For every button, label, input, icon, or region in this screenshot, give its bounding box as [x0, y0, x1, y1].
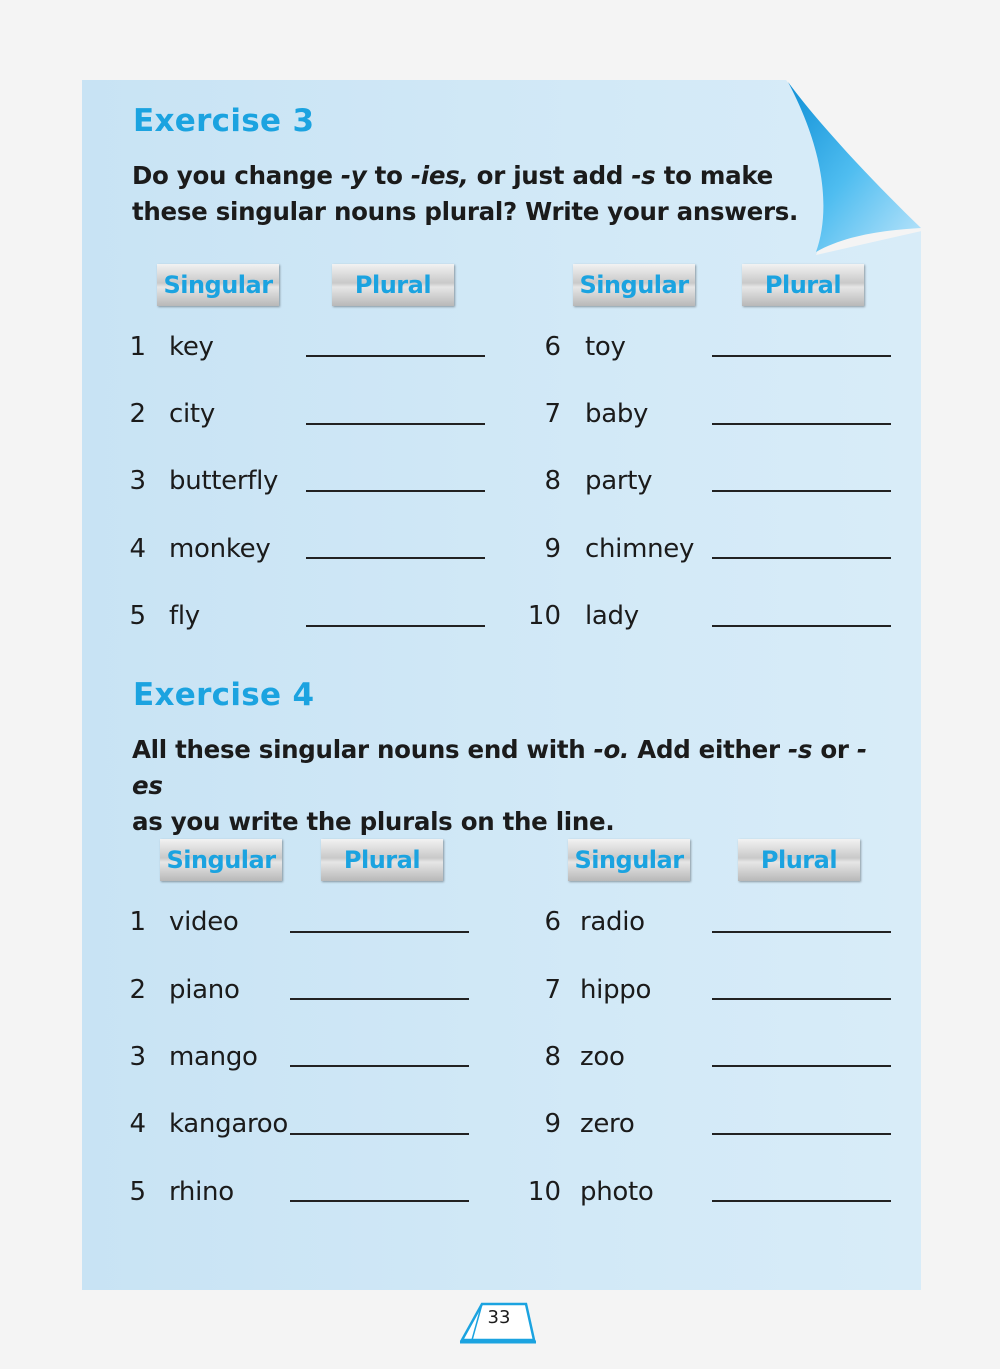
singular-word: baby — [585, 399, 649, 429]
plural-header: Plural — [738, 839, 860, 881]
item-number: 10 — [527, 1177, 561, 1207]
singular-word: hippo — [580, 975, 652, 1005]
plural-header: Plural — [742, 264, 864, 306]
exercise-4-instruction: All these singular nouns end with -o. Add either -s or -es as you write the plurals on the line. — [132, 735, 867, 836]
answer-line[interactable] — [306, 423, 485, 425]
answer-line[interactable] — [712, 625, 891, 627]
item-number: 8 — [544, 1042, 561, 1072]
singular-word: toy — [585, 332, 626, 362]
item-number: 3 — [129, 466, 146, 496]
answer-line[interactable] — [290, 1133, 469, 1135]
singular-word: video — [169, 907, 239, 937]
answer-line[interactable] — [712, 355, 891, 357]
singular-word: chimney — [585, 534, 695, 564]
plural-header: Plural — [321, 839, 443, 881]
singular-word: radio — [580, 907, 645, 937]
item-number: 9 — [544, 1109, 561, 1139]
answer-line[interactable] — [712, 1200, 891, 1202]
singular-word: photo — [580, 1177, 654, 1207]
item-number: 5 — [129, 1177, 146, 1207]
answer-line[interactable] — [712, 931, 891, 933]
singular-word: piano — [169, 975, 240, 1005]
answer-line[interactable] — [290, 931, 469, 933]
item-number: 7 — [544, 975, 561, 1005]
singular-word: kangaroo — [169, 1109, 288, 1139]
item-number: 6 — [544, 332, 561, 362]
item-number: 3 — [129, 1042, 146, 1072]
page-number: 33 — [487, 1307, 511, 1328]
exercise-3-title: Exercise 3 — [133, 103, 315, 139]
item-number: 5 — [129, 601, 146, 631]
item-number: 7 — [544, 399, 561, 429]
answer-line[interactable] — [712, 1065, 891, 1067]
item-number: 10 — [527, 601, 561, 631]
answer-line[interactable] — [290, 1065, 469, 1067]
singular-header: Singular — [160, 839, 282, 881]
singular-word: monkey — [169, 534, 271, 564]
singular-header: Singular — [568, 839, 690, 881]
singular-word: lady — [585, 601, 639, 631]
answer-line[interactable] — [306, 625, 485, 627]
answer-line[interactable] — [712, 490, 891, 492]
item-number: 6 — [544, 907, 561, 937]
answer-line[interactable] — [290, 1200, 469, 1202]
singular-word: city — [169, 399, 215, 429]
exercise-3-instruction: Do you change -y to -ies, or just add -s to make these singular nouns plural? Write your answers. — [132, 161, 799, 226]
answer-line[interactable] — [290, 998, 469, 1000]
answer-line[interactable] — [712, 1133, 891, 1135]
singular-word: zero — [580, 1109, 635, 1139]
item-number: 9 — [544, 534, 561, 564]
singular-header: Singular — [157, 264, 279, 306]
singular-word: butterfly — [169, 466, 279, 496]
exercise-4-title: Exercise 4 — [133, 677, 315, 713]
item-number: 4 — [129, 534, 146, 564]
singular-word: zoo — [580, 1042, 625, 1072]
singular-header: Singular — [573, 264, 695, 306]
answer-line[interactable] — [306, 490, 485, 492]
singular-word: rhino — [169, 1177, 234, 1207]
item-number: 4 — [129, 1109, 146, 1139]
item-number: 8 — [544, 466, 561, 496]
answer-line[interactable] — [712, 423, 891, 425]
singular-word: party — [585, 466, 653, 496]
singular-word: fly — [169, 601, 200, 631]
item-number: 1 — [129, 332, 146, 362]
plural-header: Plural — [332, 264, 454, 306]
item-number: 2 — [129, 975, 146, 1005]
answer-line[interactable] — [712, 998, 891, 1000]
singular-word: mango — [169, 1042, 258, 1072]
answer-line[interactable] — [712, 557, 891, 559]
item-number: 1 — [129, 907, 146, 937]
singular-word: key — [169, 332, 214, 362]
answer-line[interactable] — [306, 557, 485, 559]
answer-line[interactable] — [306, 355, 485, 357]
item-number: 2 — [129, 399, 146, 429]
